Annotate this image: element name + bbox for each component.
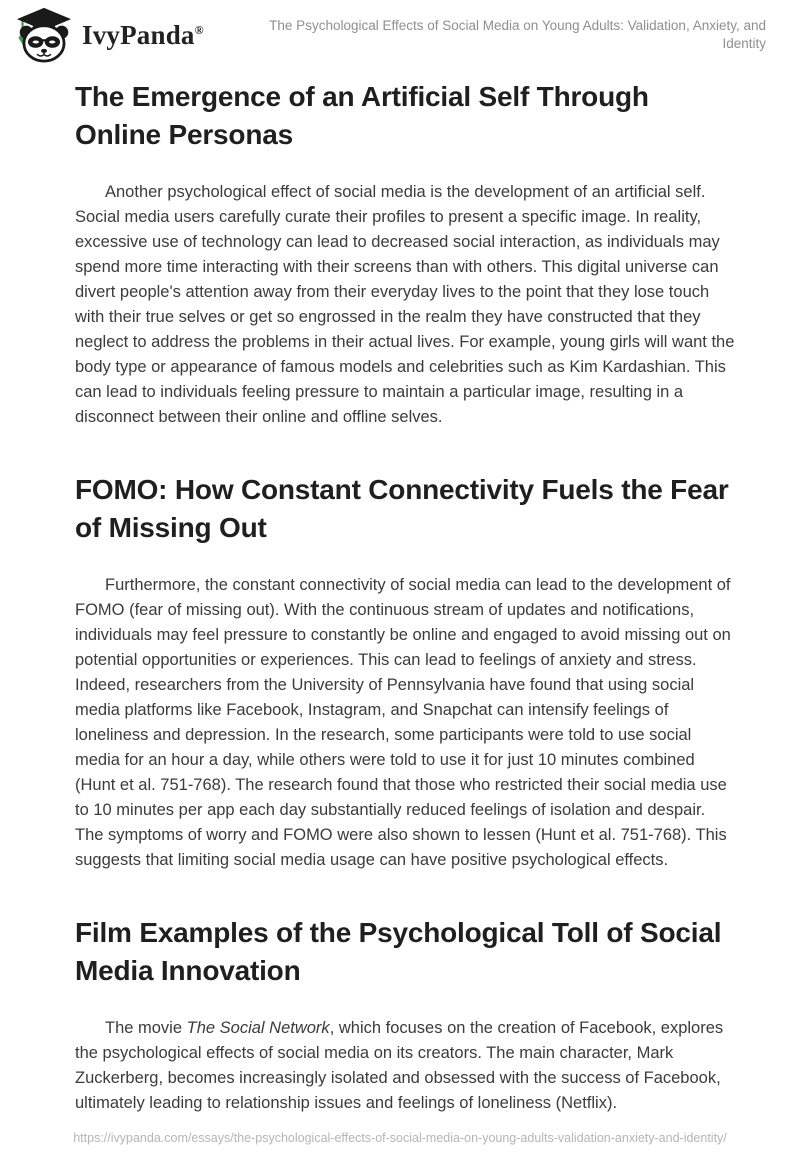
section-paragraph-fomo: Furthermore, the constant connectivity of social media can lead to the development of FOMO (fear of missing out). With the continuous stream of updates and notifications, individuals may feel pressure to constantly be online and engaged to avoid missing out on potential opportunities or experiences. This can lead to feelings of anxiety and stress. Indeed, researchers from the University of Pennsylvania have found that using social media platforms like Facebook, Instagram, and Snapchat can intensify feelings of loneliness and depression. In the research, some participants were told to use social media for an hour a day, while others were told to use it for just 10 minutes combined (Hunt et al. 751-768). The research found that those who restricted their social media use to 10 minutes per app each day substantially reduced feelings of isolation and despair. The symptoms of worry and FOMO were also shown to lessen (Hunt et al. 751-768). This suggests that limiting social media usage can have positive psychological effects. xyxy=(75,576,731,870)
section-heading-film-examples: Film Examples of the Psychological Toll of Social Media Innovation xyxy=(75,917,722,986)
section-heading-artificial-self: The Emergence of an Artificial Self Through Online Personas xyxy=(75,81,649,150)
page-footer xyxy=(0,1129,800,1147)
section-heading-fomo: FOMO: How Constant Connectivity Fuels the Fear of Missing Out xyxy=(75,474,729,543)
ivypanda-brand xyxy=(14,7,204,63)
paragraph-text: The movie xyxy=(105,1019,187,1038)
section-paragraph-film-examples xyxy=(75,1016,737,1116)
movie-title-italic: The Social Network xyxy=(186,1019,330,1038)
brand-name: IvyPanda® xyxy=(82,19,204,50)
source-url: https://ivypanda.com/essays/the-psychological-effects-of-social-media-on-young-adults-validation-anxiety-and-identity/ xyxy=(73,1131,727,1145)
paragraph-text: , which focuses on the creation of Facebook, explores the psychological effects of social media on its creators. The main character, Mark Zuckerberg, becomes increasingly isolated and obsessed with the success of Facebook, ultimately leading to relationship issues and feelings of loneliness (Netflix). xyxy=(75,1019,724,1113)
document-title: The Psychological Effects of Social Media on Young Adults: Validation, Anxiety, and Identity xyxy=(269,18,766,51)
page-header xyxy=(0,0,800,66)
panda-graduate-icon xyxy=(14,7,74,63)
section-paragraph-artificial-self: Another psychological effect of social media is the development of an artificial self. Social media users carefully curate their profiles to present a specific image. In reality, excessive use of technology can lead to decreased social interaction, as individuals may spend more time interacting with their screens than with others. This digital universe can divert people's attention away from their everyday lives to the point that they lose touch with their true selves or get so engrossed in the realm they have constructed that they neglect to address the problems in their actual lives. For example, young girls will want the body type or appearance of famous models and celebrities such as Kim Kardashian. This can lead to individuals feeling pressure to maintain a particular image, resulting in a disconnect between their online and offline selves. xyxy=(75,183,735,427)
essay-content xyxy=(0,66,800,1116)
registered-mark: ® xyxy=(194,22,204,37)
